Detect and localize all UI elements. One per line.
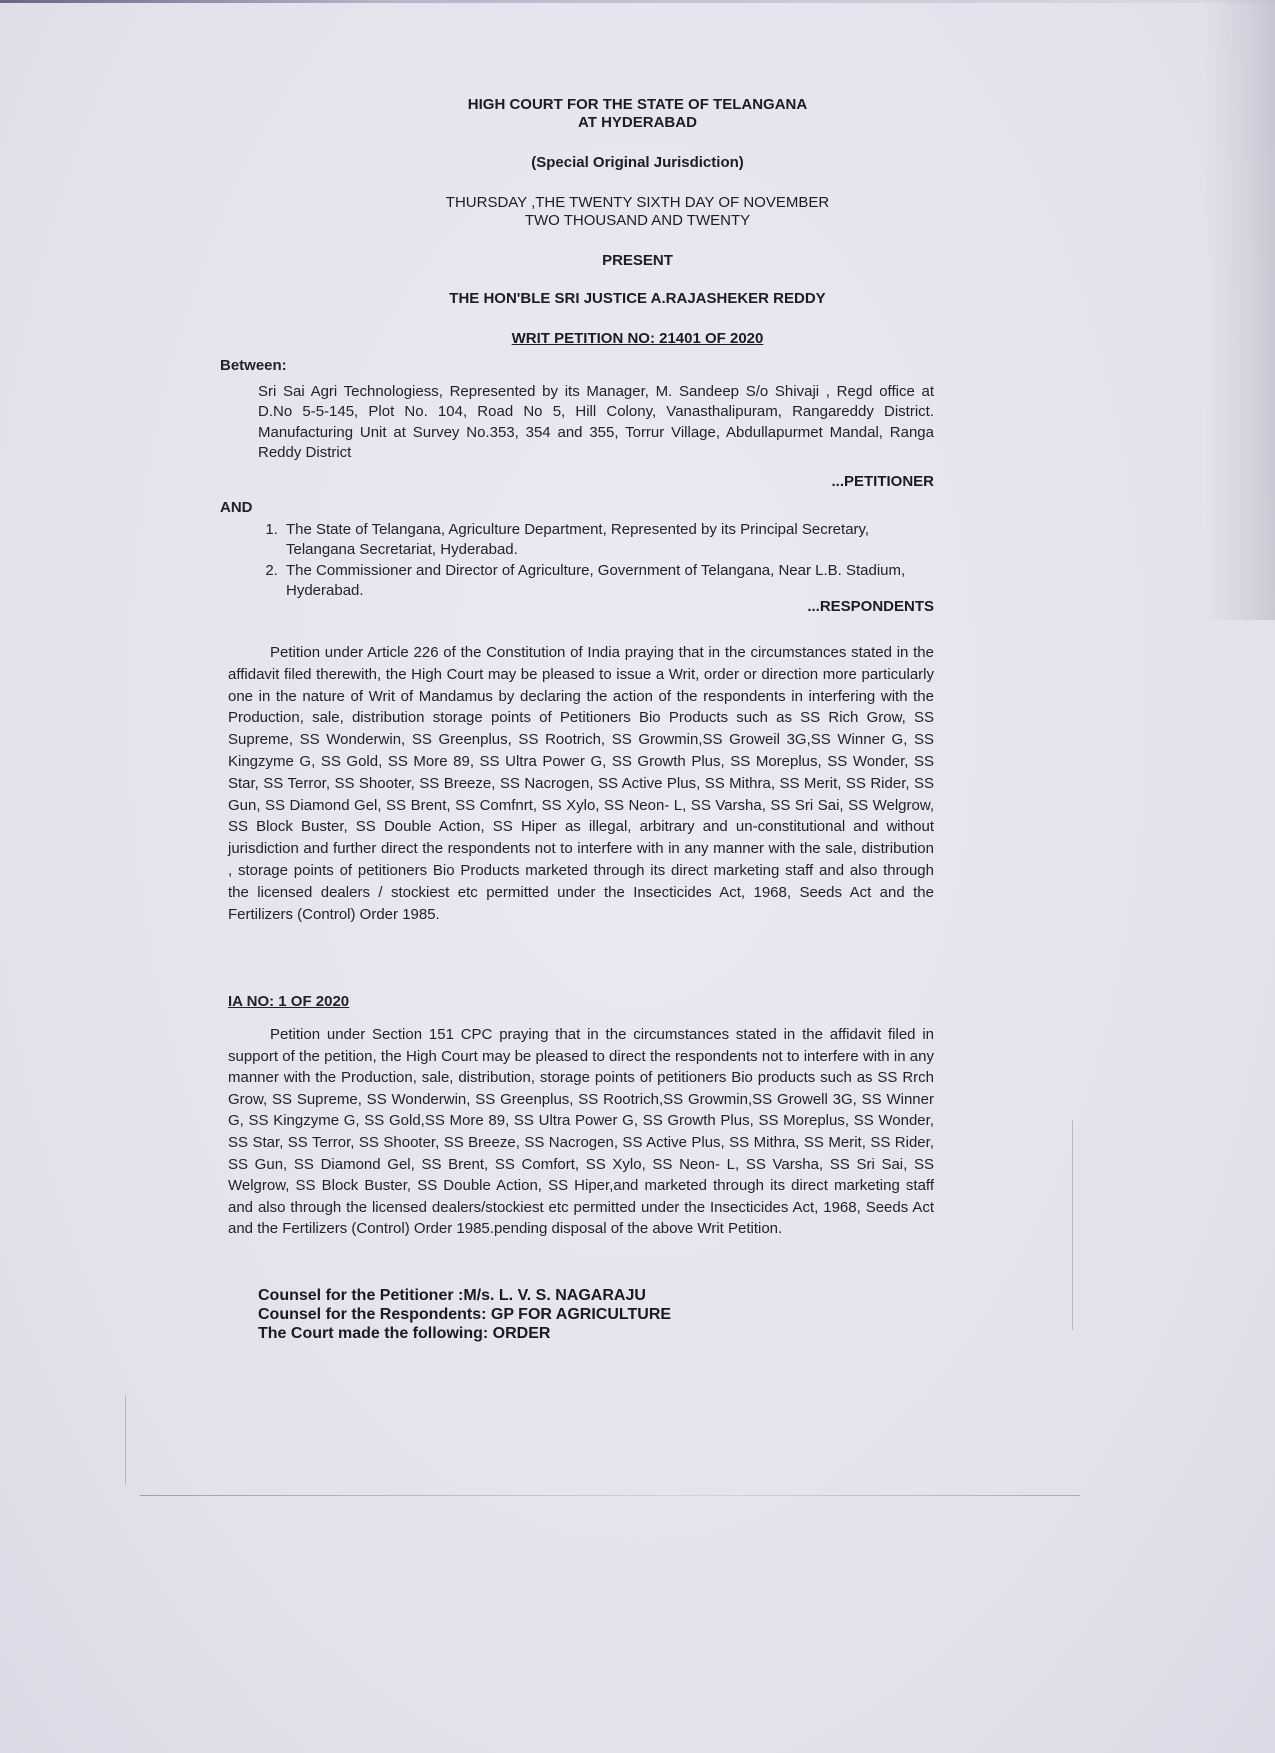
- ia-prayer: Petition under Section 151 CPC praying that in the circumstances stated in the affidavit filed in support of the petition, the High Court may be pleased to direct the respondents not to interfere with in any manner with the Production, sale, distribution, storage points of petitioners Bio products such as SS Rrch Grow, SS Supreme, SS Wonderwin, SS Greenplus, SS Rootrich,SS Growmin,SS Growell 3G, SS Winner G, SS Kingzyme G, SS Gold,SS More 89, SS Ultra Power G, SS Growth Plus, SS Moreplus, SS Wonder, SS Star, SS Terror, SS Shooter, SS Breeze, SS Nacrogen, SS Active Plus, SS Mithra, SS Merit, SS Rider, SS Gun, SS Diamond Gel, SS Brent, SS Comfort, SS Xylo, SS Neon- L, SS Varsha, SS Sri Sai, SS Welgrow, SS Block Buster, SS Double Action, SS Hiper,and marketed through its direct marketing staff and also through the licensed dealers/stockiest etc permitted under the Insecticides Act, 1968, Seeds Act and the Fertilizers (Control) Order 1985.pending disposal of the above Writ Petition.: [228, 1026, 934, 1238]
- court-place: AT HYDERABAD: [578, 114, 697, 131]
- respondents-label: ...RESPONDENTS: [807, 598, 934, 615]
- scan-right-edge-shadow: [1205, 0, 1275, 620]
- date-line-1: THURSDAY ,THE TWENTY SIXTH DAY OF NOVEMBER: [445, 194, 830, 211]
- margin-mark: [125, 1395, 126, 1485]
- judge-name: THE HON'BLE SRI JUSTICE A.RAJASHEKER REDDY: [449, 290, 826, 307]
- bottom-rule: [140, 1495, 1080, 1496]
- court-name: HIGH COURT FOR THE STATE OF TELANGANA: [467, 96, 808, 113]
- petitioner-details: Sri Sai Agri Technologiess, Represented by its Manager, M. Sandeep S/o Shivaji , Regd office at D.No 5-5-145, Plot No. 104, Road No 5, Hill Colony, Vanasthalipuram, Rangareddy District. Manufacturing Unit at Survey No.353, 354 and 355, Torrur Village, Abdullapurmet Mandal, Ranga Reddy District: [258, 383, 934, 462]
- respondents-list: [262, 520, 934, 602]
- petition-prayer: Petition under Article 226 of the Constitution of India praying that in the circumstances stated in the affidavit filed therewith, the High Court may be pleased to issue a Writ, order or direction more particularly one in the nature of Writ of Mandamus by declaring the action of the respondents in interfering with the Production, sale, distribution storage points of Petitioners Bio Products such as SS Rich Grow, SS Supreme, SS Wonderwin, SS Greenplus, SS Rootrich, SS Growmin,SS Groweil 3G,SS Winner G, SS Kingzyme G, SS Gold, SS More 89, SS Ultra Power G, SS Growth Plus, SS Moreplus, SS Wonder, SS Star, SS Terror, SS Shooter, SS Breeze, SS Nacrogen, SS Active Plus, SS Mithra, SS Merit, SS Rider, SS Gun, SS Diamond Gel, SS Brent, SS Comfnrt, SS Xylo, SS Neon- L, SS Varsha, SS Sri Sai, SS Welgrow, SS Block Buster, SS Double Action, SS Hiper as illegal, arbitrary and un-constitutional and without jurisdiction and further direct the respondents not to interfere with in any manner with the sale, distribution , storage points of petitioners Bio Products marketed through its direct marketing staff and also through the licensed dealers / stockiest etc permitted under the Insecticides Act, 1968, Seeds Act and the Fertilizers (Control) Order 1985.: [228, 644, 934, 923]
- date-line-2: TWO THOUSAND AND TWENTY: [524, 212, 751, 229]
- between-label: Between:: [220, 357, 287, 374]
- margin-mark: [1072, 1120, 1073, 1330]
- counsel-block: [258, 1286, 671, 1343]
- present-heading: PRESENT: [602, 252, 673, 269]
- counsel-petitioner: Counsel for the Petitioner :M/s. L. V. S. NAGARAJU: [258, 1287, 646, 1304]
- and-label: AND: [220, 499, 253, 516]
- case-title: WRIT PETITION NO: 21401 OF 2020: [511, 330, 764, 347]
- counsel-respondents: Counsel for the Respondents: GP FOR AGRICULTURE: [258, 1306, 672, 1323]
- respondent-item: 2. The Commissioner and Director of Agriculture, Government of Telangana, Near L.B. Stadium, Hyderabad.: [282, 561, 934, 602]
- respondent-item: 1. The State of Telangana, Agriculture Department, Represented by its Principal Secretary, Telangana Secretariat, Hyderabad.: [282, 520, 934, 561]
- jurisdiction: (Special Original Jurisdiction): [531, 154, 744, 171]
- ia-title: IA NO: 1 OF 2020: [228, 993, 350, 1010]
- order-line: The Court made the following: ORDER: [258, 1325, 551, 1342]
- scan-top-edge: [0, 0, 1275, 3]
- petitioner-label: ...PETITIONER: [831, 473, 934, 490]
